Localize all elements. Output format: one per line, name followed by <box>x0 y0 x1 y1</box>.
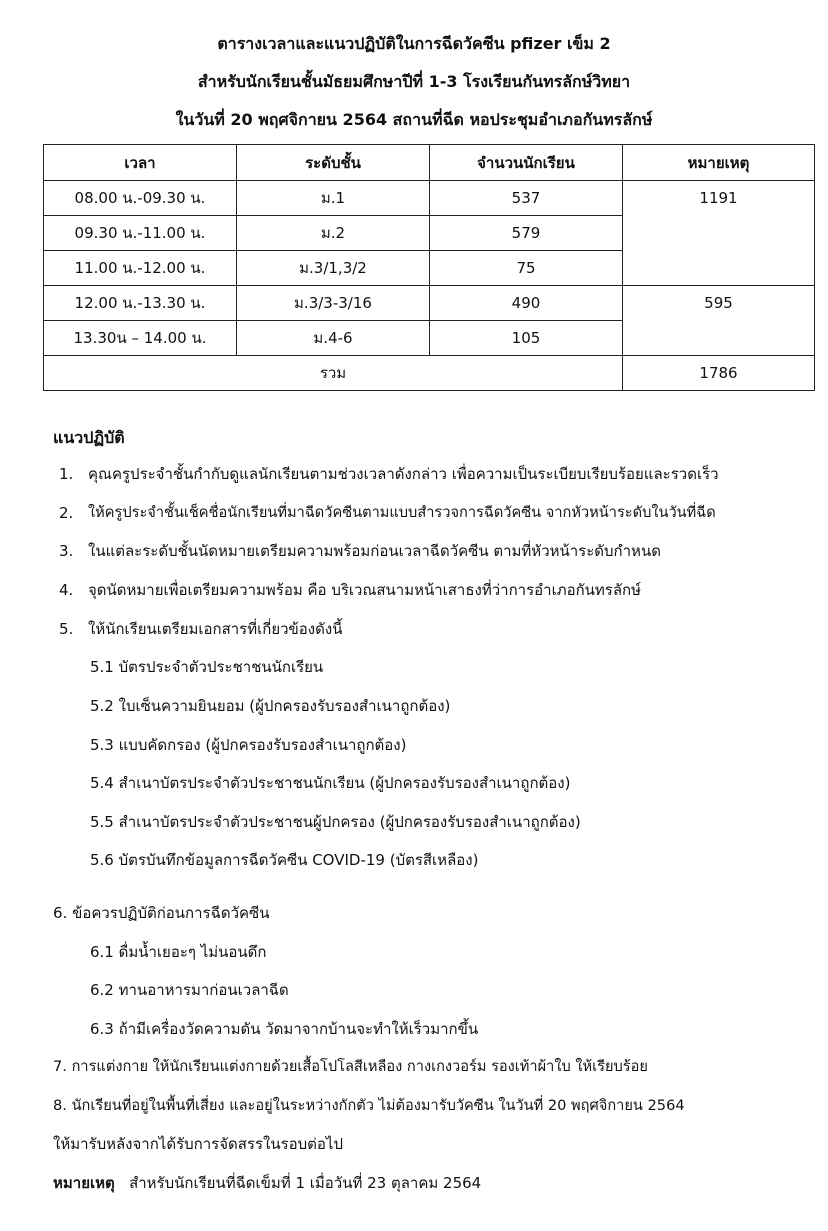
header-level: ระดับชั้น <box>237 145 430 181</box>
item-number: 2. <box>59 504 74 522</box>
cell-note-group-2: 595 <box>623 286 815 356</box>
item-number: 5. <box>59 620 74 638</box>
cell-count: 537 <box>430 181 623 216</box>
sub-item: 5.4 สำเนาบัตรประจำตัวประชาชนนักเรียน (ผู้ปกครองรับรองสำเนาถูกต้อง) <box>90 774 571 792</box>
sub-item: 5.1 บัตรประจำตัวประชาชนนักเรียน <box>90 658 324 676</box>
cell-level: ม.4-6 <box>237 321 430 356</box>
guideline-item-6: 6. ข้อควรปฏิบัติก่อนการฉีดวัคซีน <box>53 904 270 922</box>
table-row <box>44 181 815 216</box>
guideline-item: ให้ครูประจำชั้นเช็คชื่อนักเรียนที่มาฉีดวัคซีนตามแบบสำรวจการฉีดวัคซีน จากหัวหน้าระดับในวันที่ฉีด <box>88 504 716 521</box>
table-total-row <box>44 356 815 391</box>
cell-time: 13.30น – 14.00 น. <box>44 321 237 356</box>
cell-count: 105 <box>430 321 623 356</box>
total-label: รวม <box>44 356 623 391</box>
header-time: เวลา <box>44 145 237 181</box>
guideline-item: ในแต่ละระดับชั้นนัดหมายเตรียมความพร้อมก่อนเวลาฉีดวัคซีน ตามที่หัวหน้าระดับกำหนด <box>88 542 661 560</box>
table-row <box>44 286 815 321</box>
cell-count: 579 <box>430 216 623 251</box>
guideline-item: คุณครูประจำชั้นกำกับดูแลนักเรียนตามช่วงเวลาดังกล่าว เพื่อความเป็นระเบียบเรียบร้อยและรวดเร็ว <box>88 465 719 483</box>
schedule-table <box>43 144 815 391</box>
title-line-2: สำหรับนักเรียนชั้นมัธยมศึกษาปีที่ 1-3 โรงเรียนกันทรลักษ์วิทยา <box>197 72 631 91</box>
footnote-text: สำหรับนักเรียนที่ฉีดเข็มที่ 1 เมื่อวันที่ 23 ตุลาคม 2564 <box>129 1174 482 1192</box>
item-number: 1. <box>59 465 74 483</box>
cell-level: ม.3/1,3/2 <box>237 251 430 286</box>
total-value: 1786 <box>623 356 815 391</box>
cell-level: ม.2 <box>237 216 430 251</box>
guideline-item: ให้นักเรียนเตรียมเอกสารที่เกี่ยวข้องดังนี้ <box>88 620 343 638</box>
item-number: 4. <box>59 581 74 599</box>
title-line-1: ตารางเวลาและแนวปฏิบัติในการฉีดวัคซีน pfizer เข็ม 2 <box>217 34 611 53</box>
table-header-row <box>44 145 815 181</box>
cell-time: 11.00 น.-12.00 น. <box>44 251 237 286</box>
footnote <box>53 1172 481 1194</box>
title-line-3: ในวันที่ 20 พฤศจิกายน 2564 สถานที่ฉีด หอประชุมอำเภอกันทรลักษ์ <box>175 110 653 129</box>
header-count: จำนวนนักเรียน <box>430 145 623 181</box>
cell-count: 75 <box>430 251 623 286</box>
guidelines-heading: แนวปฏิบัติ <box>53 428 125 447</box>
guideline-item-7: 7. การแต่งกาย ให้นักเรียนแต่งกายด้วยเสื้อโปโลสีเหลือง กางเกงวอร์ม รองเท้าผ้าใบ ให้เรียบร้อย <box>53 1058 648 1075</box>
sub-item: 5.3 แบบคัดกรอง (ผู้ปกครองรับรองสำเนาถูกต้อง) <box>90 736 407 754</box>
cell-note-group-1: 1191 <box>623 181 815 286</box>
item-number: 3. <box>59 542 74 560</box>
footnote-label: หมายเหตุ <box>53 1174 115 1192</box>
header-note: หมายเหตุ <box>623 145 815 181</box>
guideline-item-8: 8. นักเรียนที่อยู่ในพื้นที่เสี่ยง และอยู่ในระหว่างกักตัว ไม่ต้องมารับวัคซีน ในวันที่ 20 พฤศจิกายน 2564 <box>53 1097 685 1114</box>
guideline-item-8-continued: ให้มารับหลังจากได้รับการจัดสรรในรอบต่อไป <box>53 1135 344 1153</box>
cell-level: ม.1 <box>237 181 430 216</box>
cell-time: 08.00 น.-09.30 น. <box>44 181 237 216</box>
sub-item: 5.6 บัตรบันทึกข้อมูลการฉีดวัคซีน COVID-19 (บัตรสีเหลือง) <box>90 851 479 869</box>
cell-time: 12.00 น.-13.30 น. <box>44 286 237 321</box>
sub-item: 6.2 ทานอาหารมาก่อนเวลาฉีด <box>90 981 289 999</box>
sub-item: 5.2 ใบเซ็นความยินยอม (ผู้ปกครองรับรองสำเนาถูกต้อง) <box>90 697 451 715</box>
sub-item: 6.1 ดื่มน้ำเยอะๆ ไม่นอนดึก <box>90 943 267 961</box>
guideline-item: จุดนัดหมายเพื่อเตรียมความพร้อม คือ บริเวณสนามหน้าเสาธงที่ว่าการอำเภอกันทรลักษ์ <box>88 581 642 599</box>
cell-time: 09.30 น.-11.00 น. <box>44 216 237 251</box>
sub-item: 5.5 สำเนาบัตรประจำตัวประชาชนผู้ปกครอง (ผู้ปกครองรับรองสำเนาถูกต้อง) <box>90 813 581 831</box>
sub-item: 6.3 ถ้ามีเครื่องวัดความดัน วัดมาจากบ้านจะทำให้เร็วมากขึ้น <box>90 1020 479 1038</box>
cell-level: ม.3/3-3/16 <box>237 286 430 321</box>
cell-count: 490 <box>430 286 623 321</box>
